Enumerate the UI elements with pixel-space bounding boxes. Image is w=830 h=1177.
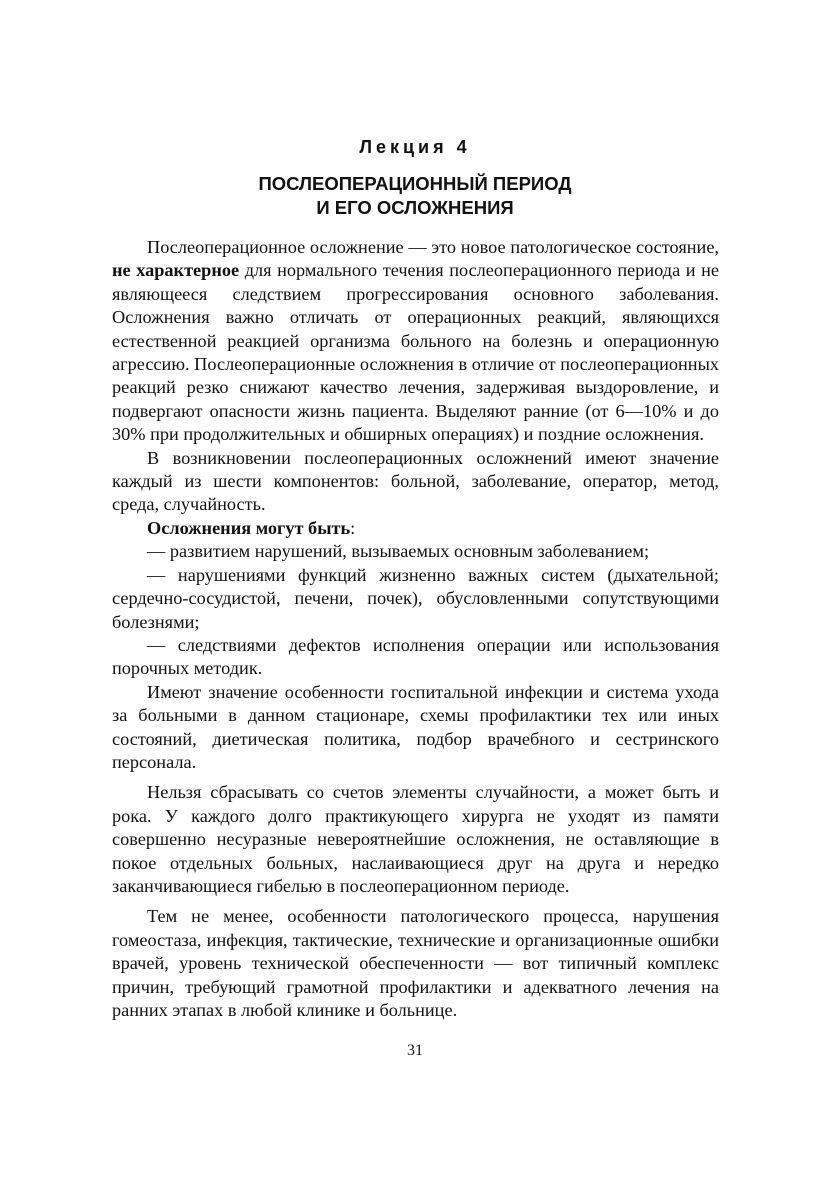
page-number: 31 (407, 1042, 423, 1059)
chapter-title-line-1: ПОСЛЕОПЕРАЦИОННЫЙ ПЕРИОД (258, 173, 572, 194)
paragraph-1-end: для нормального течения послеоперационного периода и не являющееся следствием прогрессирования основного заболевания. Осложнения важно отличать от операционных реакций, являющихся естественной реакцией организма больного на болезнь и операционную агрессию. Послеоперационные осложнения в отличие от послеоперационных реакций резко снижают качество лечения, задерживая выздоровление, и подвергают опасности жизнь пациента. Выделяют ранние (от 6—10% и до 30% при продолжительных и обширных операциях) и поздние осложнения. (112, 260, 719, 445)
paragraph-5: Нельзя сбрасывать со счетов элементы случайности, а может быть и рока. У каждого долго практикующего хирурга не уходят из памяти совершенно несуразные невероятнейшие осложнения, не оставляющие в покое отдельных больных, наслаивающиеся друг на друга и нередко заканчивающиеся гибелью в послеоперационном периоде. (112, 782, 719, 896)
paragraph-1-emphasis: не характерное (112, 260, 240, 281)
lecture-label: Лекция 4 (359, 137, 471, 157)
chapter-title-line-2: И ЕГО ОСЛОЖНЕНИЯ (316, 197, 514, 218)
chapter-title (0, 172, 830, 220)
paragraph-2: В возникновении послеоперационных осложнений имеют значение каждый из шести компонентов: больной, заболевание, оператор, метод, среда, случайность. (112, 447, 719, 515)
paragraph-1-start: Послеоперационное осложнение — это новое патологическое состояние, (147, 237, 719, 257)
paragraph-3-lead (112, 517, 719, 540)
list-item-2: — нарушениями функций жизненно важных систем (дыхательной; сердечно-сосудистой, печени, почек), обусловленными сопутствующими болезнями; (112, 564, 719, 632)
paragraph-4: Имеют значение особенности госпитальной инфекции и система ухода за больными в данном стационаре, схемы профилактики тех или иных состояний, диетическая политика, подбор врачебного и сестринского персонала. (112, 681, 719, 772)
complications-heading: Осложнения могут быть (147, 517, 351, 538)
paragraph-6: Тем не менее, особенности патологического процесса, нарушения гомеостаза, инфекция, тактические, технические и организационные ошибки врачей, уровень технической обеспеченности — вот типичный комплекс причин, требующий грамотной профилактики и адекватного лечения на ранних этапах в любой клинике и больнице. (112, 906, 719, 1020)
list-item-1: — развитием нарушений, вызываемых основным заболеванием; (147, 541, 650, 562)
complications-colon: : (350, 517, 356, 538)
body-text (112, 236, 719, 1022)
list-item-3: — следствиями дефектов исполнения операции или использования порочных методик. (112, 634, 719, 679)
paragraph-1 (112, 236, 719, 447)
